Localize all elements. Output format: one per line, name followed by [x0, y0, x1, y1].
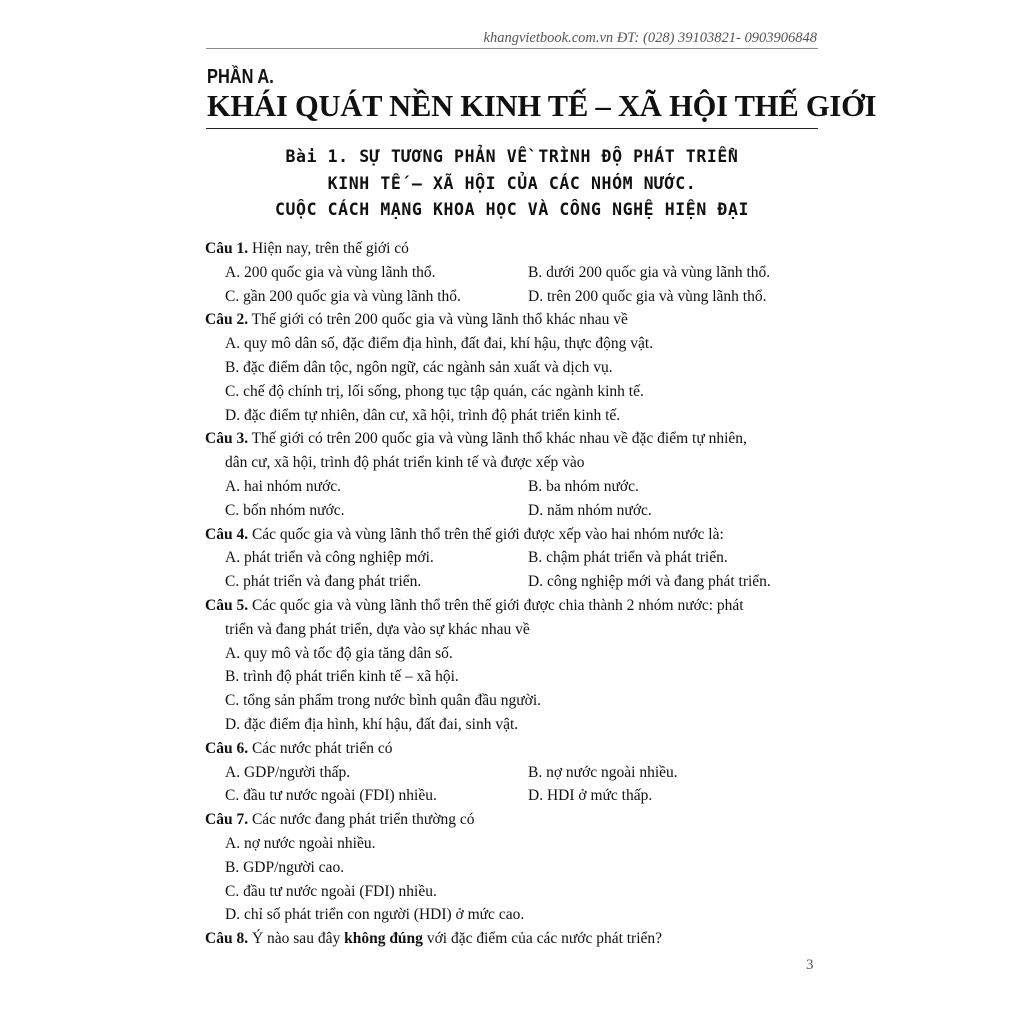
- question-3-option-d: D. năm nhóm nước.: [528, 501, 652, 519]
- lesson-title-line-3: CUỘC CÁCH MẠNG KHOA HỌC VÀ CÔNG NGHỆ HIỆN ĐẠI: [274, 200, 750, 219]
- question-1: [205, 237, 820, 308]
- question-1-options-row-1: [205, 261, 820, 285]
- question-4-stem: Câu 4. Các quốc gia và vùng lãnh thổ trên thế giới được xếp vào hai nhóm nước là:: [205, 525, 724, 543]
- question-5-stem-continued: triển và đang phát triển, dựa vào sự khác nhau về: [225, 620, 530, 638]
- question-3: [205, 427, 820, 522]
- question-2-option-d: D. đặc điểm tự nhiên, dân cư, xã hội, trình độ phát triển kinh tế.: [225, 406, 621, 424]
- question-6-option-d: D. HDI ở mức thấp.: [528, 787, 653, 805]
- lesson-title-line-2: KINH TẾ – XÃ HỘI CỦA CÁC NHÓM NƯỚC.: [327, 173, 697, 193]
- question-7-option-a: A. nợ nước ngoài nhiều.: [225, 834, 376, 852]
- question-3-option-b: B. ba nhóm nước.: [528, 477, 639, 495]
- question-1-stem: Câu 1. Hiện nay, trên thế giới có: [205, 240, 409, 257]
- question-6: [205, 737, 820, 808]
- question-5-option-c: C. tổng sản phẩm trong nước bình quân đầu người.: [225, 692, 542, 710]
- question-6-option-b: B. nợ nước ngoài nhiều.: [528, 763, 678, 781]
- question-2-option-b: B. đặc điểm dân tộc, ngôn ngữ, các ngành sản xuất và dịch vụ.: [225, 358, 613, 376]
- question-1-option-d: D. trên 200 quốc gia và vùng lãnh thổ.: [528, 287, 767, 305]
- question-3-label: Câu 3.: [205, 430, 249, 448]
- question-5-option-a: A. quy mô và tốc độ gia tăng dân số.: [225, 644, 453, 662]
- question-2-stem: Câu 2. Thế giới có trên 200 quốc gia và vùng lãnh thổ khác nhau về: [205, 311, 628, 329]
- question-6-option-a: A. GDP/người thấp.: [225, 763, 351, 781]
- question-1-label: Câu 1.: [205, 240, 249, 257]
- question-4: [205, 523, 820, 594]
- question-2-option-a: A. quy mô dân số, đặc điểm địa hình, đất đai, khí hậu, thực động vật.: [225, 335, 654, 353]
- question-7-option-b: B. GDP/người cao.: [225, 858, 345, 876]
- title-underline: [206, 128, 818, 129]
- question-6-options-row-1: [205, 761, 820, 785]
- question-3-option-a: A. hai nhóm nước.: [225, 477, 342, 495]
- question-6-label: Câu 6.: [205, 739, 249, 757]
- question-6-stem: Câu 6. Các nước phát triển có: [205, 739, 393, 757]
- question-5-stem: Câu 5. Các quốc gia và vùng lãnh thổ trên thế giới được chia thành 2 nhóm nước: phát: [205, 596, 744, 614]
- question-3-options-row-2: [205, 499, 820, 523]
- question-list: [205, 237, 820, 951]
- question-1-option-a: A. 200 quốc gia và vùng lãnh thổ.: [225, 263, 436, 281]
- question-5-label: Câu 5.: [205, 596, 249, 614]
- question-7: [205, 808, 820, 927]
- question-8-label: Câu 8.: [205, 930, 249, 948]
- question-5-option-b: B. trình độ phát triển kinh tế – xã hội.: [225, 668, 459, 686]
- question-4-options-row-2: [205, 570, 820, 594]
- running-header: [484, 30, 817, 47]
- question-1-options-row-2: [205, 285, 820, 309]
- lesson-title-line-1: Bài 1. SỰ TƯƠNG PHẢN VỀ TRÌNH ĐỘ PHÁT TRIỂN: [285, 147, 739, 166]
- question-3-option-c: C. bốn nhóm nước.: [225, 501, 345, 519]
- question-4-option-a: A. phát triển và công nghiệp mới.: [225, 549, 434, 567]
- lesson-title: [206, 144, 818, 224]
- question-2-option-c: C. chế độ chính trị, lối sống, phong tục tập quán, các ngành kinh tế.: [225, 382, 644, 400]
- question-7-option-d: D. chỉ số phát triển con người (HDI) ở mức cao.: [225, 906, 525, 924]
- question-7-option-c: C. đầu tư nước ngoài (FDI) nhiều.: [225, 882, 437, 900]
- question-8-emphasis: không đúng: [344, 930, 423, 948]
- question-8: [205, 927, 820, 951]
- part-title: KHÁI QUÁT NỀN KINH TẾ – XÃ HỘI THẾ GIỚI: [207, 89, 877, 123]
- question-6-option-c: C. đầu tư nước ngoài (FDI) nhiều.: [225, 787, 437, 805]
- header-site: khangvietbook.com.vn: [483, 30, 614, 46]
- question-5: [205, 594, 820, 737]
- question-7-label: Câu 7.: [205, 811, 249, 829]
- question-7-stem: Câu 7. Các nước đang phát triển thường có: [205, 811, 475, 829]
- question-6-options-row-2: [205, 784, 820, 808]
- question-4-options-row-1: [205, 546, 820, 570]
- question-4-label: Câu 4.: [205, 525, 249, 543]
- question-1-option-c: C. gần 200 quốc gia và vùng lãnh thổ.: [225, 287, 461, 305]
- question-8-stem: Câu 8. Ý nào sau đây không đúng với đặc điểm của các nước phát triển?: [205, 930, 663, 948]
- header-phone: ĐT: (028) 39103821- 0903906848: [616, 30, 817, 46]
- question-4-option-b: B. chậm phát triển và phát triển.: [528, 549, 728, 567]
- question-1-option-b: B. dưới 200 quốc gia và vùng lãnh thổ.: [528, 263, 771, 281]
- question-4-option-d: D. công nghiệp mới và đang phát triển.: [528, 573, 771, 591]
- page-number: 3: [806, 957, 814, 973]
- question-3-stem-continued: dân cư, xã hội, trình độ phát triển kinh tế và được xếp vào: [225, 454, 585, 472]
- question-5-option-d: D. đặc điểm địa hình, khí hậu, đất đai, sinh vật.: [225, 715, 519, 733]
- part-label: PHẦN A.: [207, 66, 274, 88]
- question-3-options-row-1: [205, 475, 820, 499]
- question-2-label: Câu 2.: [205, 311, 249, 329]
- question-2: [205, 308, 820, 427]
- header-divider: [206, 48, 818, 49]
- question-3-stem: Câu 3. Thế giới có trên 200 quốc gia và vùng lãnh thổ khác nhau về đặc điểm tự nhiên,: [205, 430, 747, 448]
- question-4-option-c: C. phát triển và đang phát triển.: [225, 573, 422, 591]
